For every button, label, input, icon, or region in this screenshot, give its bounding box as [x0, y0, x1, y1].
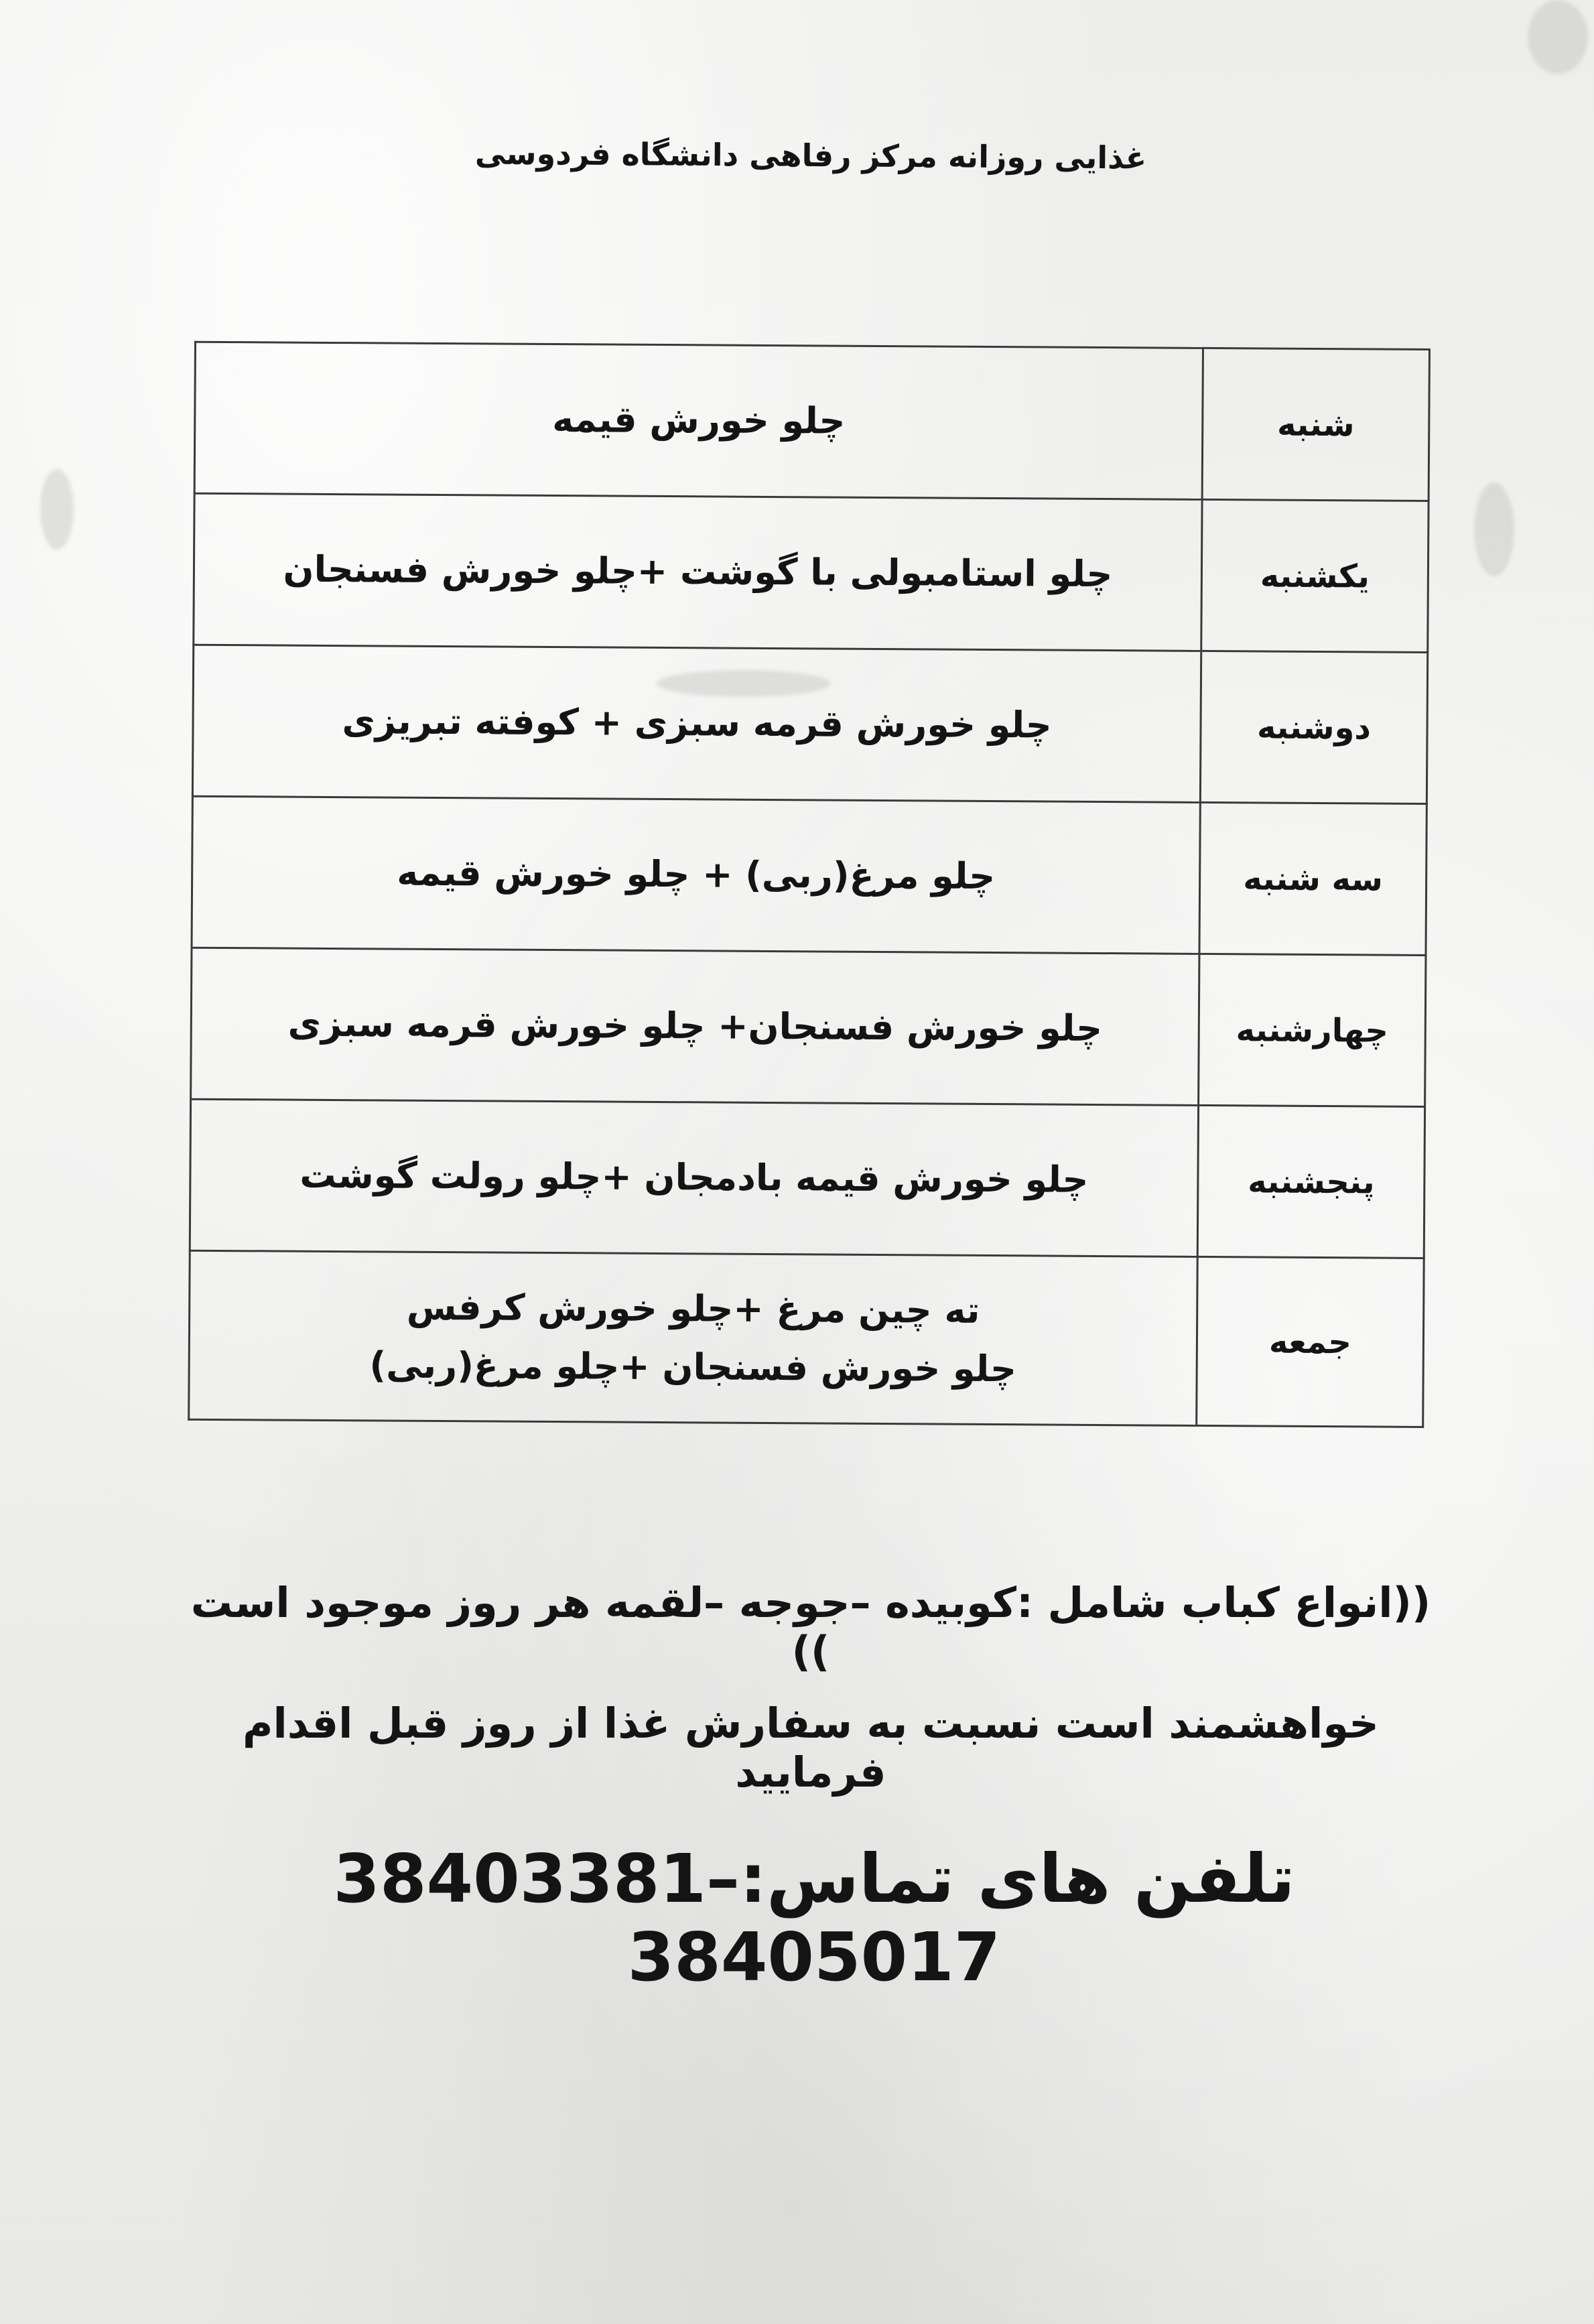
menu-food-cell — [190, 1099, 1198, 1256]
menu-row — [191, 948, 1426, 1106]
menu-food-cell — [194, 342, 1203, 499]
menu-food-cell — [194, 493, 1202, 651]
paper-crease — [1528, 0, 1588, 74]
weekly-menu-table — [188, 341, 1431, 1428]
menu-food-cell — [189, 1250, 1198, 1425]
menu-food-item: چلو خورش فسنجان +چلو مرغ(ربی) — [369, 1343, 1017, 1390]
menu-day-cell: شنبه — [1202, 348, 1429, 501]
menu-food-item: ته چین مرغ +چلو خورش کرفس — [406, 1285, 980, 1332]
kebab-availability-note: ((انواع کباب شامل :کوبیده –جوجه –لقمه هر روز موجود است )) — [190, 1578, 1431, 1676]
menu-row — [192, 645, 1427, 803]
menu-food-item: چلو استامبولی با گوشت +چلو خورش فسنجان — [283, 547, 1113, 596]
paper-crease — [1474, 482, 1514, 576]
contact-phones — [221, 1839, 1407, 1996]
menu-food-cell — [192, 796, 1200, 954]
menu-food-item: چلو خورش قرمه سبزی + کوفته تبریزی — [342, 700, 1052, 747]
menu-day-cell: چهارشنبه — [1199, 954, 1426, 1106]
menu-day-cell: یکشنبه — [1201, 499, 1429, 652]
menu-table-body — [189, 342, 1430, 1427]
menu-food-cell — [191, 948, 1199, 1105]
menu-food-item: چلو مرغ(ربی) + چلو خورش قیمه — [397, 851, 996, 898]
paper-crease — [40, 469, 74, 550]
menu-food-item: چلو خورش قیمه بادمجان +چلو رولت گوشت — [300, 1154, 1089, 1202]
menu-row — [192, 796, 1426, 955]
menu-day-cell: جمعه — [1197, 1256, 1424, 1427]
menu-day-cell: سه شنبه — [1199, 802, 1426, 955]
contact-numbers: 38403381–38405017 — [333, 1839, 1001, 1996]
contact-label: تلفن های تماس: — [740, 1839, 1295, 1918]
page-title: غذایی روزانه مرکز رفاهی دانشگاه فردوسی — [474, 135, 1147, 176]
menu-row — [190, 1099, 1424, 1258]
menu-food-cell — [192, 645, 1201, 802]
menu-row — [194, 493, 1429, 652]
menu-food-item: چلو خورش قیمه — [552, 398, 846, 442]
menu-food-item: چلو خورش فسنجان+ چلو خورش قرمه سبزی — [287, 1002, 1103, 1050]
menu-day-cell: پنجشنبه — [1197, 1105, 1424, 1258]
order-advance-note: خواهشمند است نسبت به سفارش غذا از روز قبل اقدام فرمایید — [243, 1699, 1379, 1797]
menu-row — [189, 1250, 1424, 1427]
menu-row — [194, 342, 1429, 501]
menu-day-cell: دوشنبه — [1200, 651, 1427, 803]
